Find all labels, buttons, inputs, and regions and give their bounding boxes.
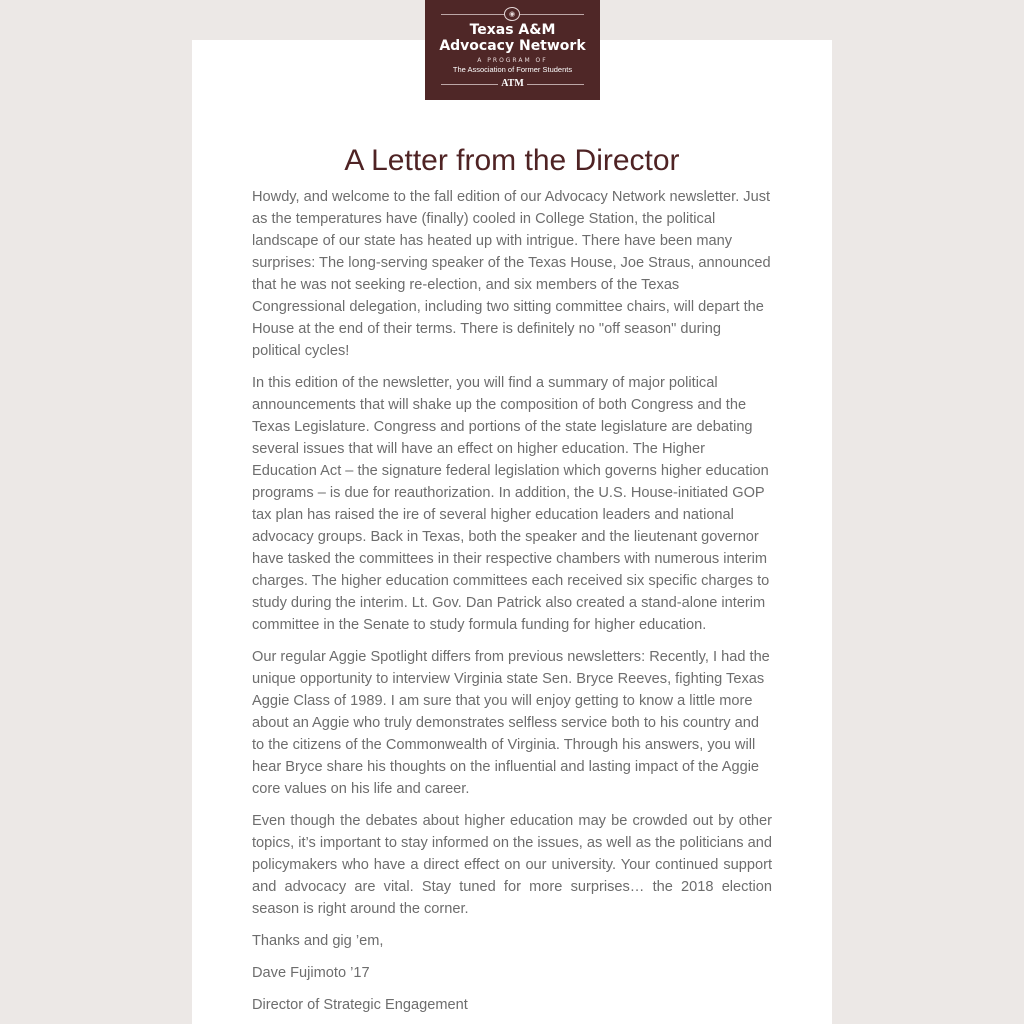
letter-title: A Letter from the Director xyxy=(344,144,680,177)
letter-paragraph-4: Even though the debates about higher education may be crowded out by other topics, it’s important to stay informed on the issues, as well as the politicians and policymakers who have a direct effect on our university. Your continued support and advocacy are vital. Stay tuned for more surprises… the 2018 election season is right around the corner. xyxy=(252,813,772,917)
logo-title-line-2: Advocacy Network xyxy=(439,38,586,54)
letter-paragraph-1: Howdy, and welcome to the fall edition of our Advocacy Network newsletter. Just as the temperatures have (finally) cooled in College Station, the political landscape of our state has heated up with intrigue. There have been many surprises: The long-serving speaker of the Texas House, Joe Straus, announced that he was not seeking re-election, and six members of the Texas Congressional delegation, including two sitting committee chairs, will depart the House at the end of their terms. There is definitely no "off season" during political cycles! xyxy=(252,189,771,359)
letter-paragraph-3: Our regular Aggie Spotlight differs from previous newsletters: Recently, I had the unique opportunity to interview Virginia state Sen. Bryce Reeves, fighting Texas Aggie Class of 1989. I am sure that you will enjoy getting to know a little more about an Aggie who truly demonstrates selfless service both to his country and to the citizens of the Commonwealth of Virginia. Through his answers, you will hear Bryce share his thoughts on the influential and lasting impact of the Aggie core values on his life and career. xyxy=(252,649,770,797)
atm-logo-mark xyxy=(425,78,600,90)
logo-association-name: The Association of Former Students xyxy=(452,65,573,74)
letter-closing: Thanks and gig ’em, xyxy=(252,933,384,949)
seal-icon: ◉ xyxy=(504,7,520,21)
advocacy-network-logo[interactable] xyxy=(425,0,600,100)
letter-paragraph-2: In this edition of the newsletter, you will find a summary of major political announcements that will shake up the composition of both Congress and the Texas Legislature. Congress and portions of the state legislature are debating several issues that will have an effect on higher education. The Higher Education Act – the signature federal legislation which governs higher education programs – is due for reauthorization. In addition, the U.S. House-initiated GOP tax plan has raised the ire of several higher education leaders and national advocacy groups. Back in Texas, both the speaker and the lieutenant governor have tasked the committees in their respective chambers with numerous interim charges. The higher education committees each received six specific charges to study during the interim. Lt. Gov. Dan Patrick also created a stand-alone interim committee in the Senate to study formula funding for higher education. xyxy=(252,375,770,633)
logo-title-line-1: Texas A&M xyxy=(469,22,556,38)
atm-logo-mark-text: ATM xyxy=(498,78,527,89)
logo-program-label: A PROGRAM OF xyxy=(477,57,548,64)
letter-signature-title: Director of Strategic Engagement xyxy=(252,997,468,1013)
letter-signature: Dave Fujimoto ’17 xyxy=(252,965,370,981)
letter-card xyxy=(192,40,832,1024)
letter-body xyxy=(252,186,772,1024)
